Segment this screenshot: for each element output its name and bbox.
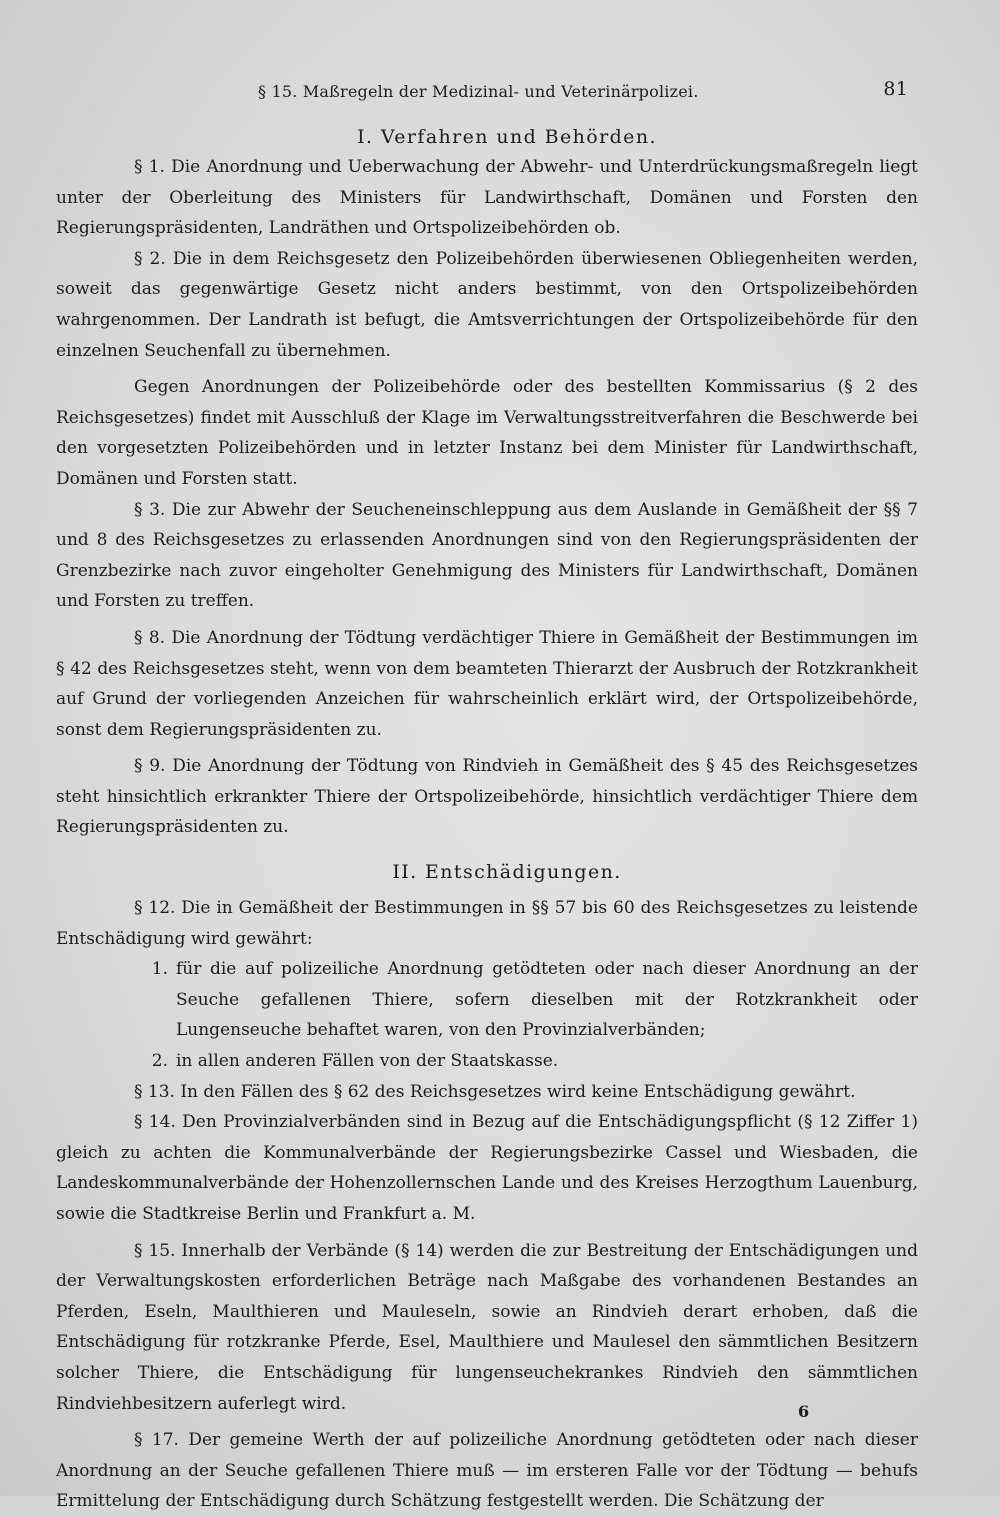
paragraph-s12: § 12. Die in Gemäßheit der Bestimmungen in §§ 57 bis 60 des Reichsgesetzes zu leistende Entschädigung wird gewährt: xyxy=(56,898,918,949)
list-item-number: 2. xyxy=(151,1051,168,1072)
section-heading-2: II. Entschädigungen. xyxy=(392,861,622,884)
paragraph-s15: § 15. Innerhalb der Verbände (§ 14) werden die zur Bestreitung der Entschädigungen und der Verwaltungskosten erforderlichen Beträge nach Maßgabe des vorhandenen Bestandes an Pferden, Eseln, Maulthieren und Mauleseln, sowie an Rindvieh derart erhoben, daß die Entschädigung für rotzkranke Pferde, Esel, Maulthiere und Maulesel den sämmtlichen Besitzern solcher Thiere, die Entschädigung für lungenseuchekrankes Rindvieh den sämmtlichen Rindviehbesitzern auferlegt wird. xyxy=(56,1240,918,1414)
page-number: 81 xyxy=(883,78,908,100)
paragraph-s1: § 1. Die Anordnung und Ueberwachung der Abwehr- und Unterdrückungsmaßregeln liegt unter der Oberleitung des Ministers für Landwirthschaft, Domänen und Forsten den Regierungspräsidenten, Landräthen und Ortspolizeibehörden ob. xyxy=(56,157,918,239)
list-item-text: für die auf polizeiliche Anordnung getödteten oder nach dieser Anordnung an der Seuche gefallenen Thiere, sofern dieselben mit der Rotzkrankheit oder Lungenseuche behaftet waren, von den Provinzialverbänden; xyxy=(176,959,918,1041)
list-item xyxy=(56,954,918,1046)
section-heading-1: I. Verfahren und Behörden. xyxy=(357,126,657,148)
paragraph-s2: § 2. Die in dem Reichsgesetz den Polizeibehörden überwiesenen Obliegenheiten werden, soweit das gegenwärtige Gesetz nicht anders bestimmt, von den Ortspolizeibehörden wahrgenommen. Der Landrath ist befugt, die Amtsverrichtungen der Ortspolizeibehörde für den einzelnen Seuchenfall zu übernehmen. xyxy=(56,248,918,361)
paragraph-s13: § 13. In den Fällen des § 62 des Reichsgesetzes wird keine Entschädigung gewährt. xyxy=(134,1081,856,1102)
list-item-text: in allen anderen Fällen von der Staatskasse. xyxy=(176,1051,559,1072)
paragraph-s14: § 14. Den Provinzialverbänden sind in Bezug auf die Entschädigungspflicht (§ 12 Ziffer 1) gleich zu achten die Kommunalverbände der Regierungsbezirke Cassel und Wiesbaden, die Landeskommunalverbände der Hohenzollernschen Lande und des Kreises Herzogthum Lauenburg, sowie die Stadtkreise Berlin und Frankfurt a. M. xyxy=(56,1112,918,1224)
page-body xyxy=(56,122,918,1517)
paragraph-objection: Gegen Anordnungen der Polizeibehörde oder des bestellten Kommissarius (§ 2 des Reichsgesetzes) findet mit Ausschluß der Klage im Verwaltungsstreitverfahren die Beschwerde bei den vorgesetzten Polizeibehörden und in letzter Instanz bei dem Minister für Landwirthschaft, Domänen und Forsten statt. xyxy=(56,377,918,489)
running-title: § 15. Maßregeln der Medizinal- und Veterinärpolizei. xyxy=(258,82,699,101)
list-item-number: 1. xyxy=(151,959,168,980)
page-header xyxy=(258,78,908,108)
signature-mark: 6 xyxy=(798,1402,810,1421)
paragraph-s9: § 9. Die Anordnung der Tödtung von Rindvieh in Gemäßheit des § 45 des Reichsgesetzes steht hinsichtlich erkrankter Thiere der Ortspolizeibehörde, hinsichtlich verdächtiger Thiere dem Regierungspräsidenten zu. xyxy=(56,756,918,838)
paragraph-s17: § 17. Der gemeine Werth der auf polizeiliche Anordnung getödteten oder nach dieser Anordnung an der Seuche gefallenen Thiere muß — im ersteren Falle vor der Tödtung — behufs Ermittelung der Entschädigung durch Schätzung festgestellt werden. Die Schätzung der xyxy=(56,1430,918,1512)
list-item xyxy=(56,1046,918,1077)
paragraph-s8: § 8. Die Anordnung der Tödtung verdächtiger Thiere in Gemäßheit der Bestimmungen im § 42 des Reichsgesetzes steht, wenn von dem beamteten Thierarzt der Ausbruch der Rotzkrankheit auf Grund der vorliegenden Anzeichen für wahrscheinlich erklärt wird, der Ortspolizeibehörde, sonst dem Regierungspräsidenten zu. xyxy=(56,627,918,740)
paragraph-s3: § 3. Die zur Abwehr der Seucheneinschleppung aus dem Auslande in Gemäßheit der §§ 7 und 8 des Reichsgesetzes zu erlassenden Anordnungen sind von den Regierungspräsidenten der Grenzbezirke nach zuvor eingeholter Genehmigung des Ministers für Landwirthschaft, Domänen und Forsten zu treffen. xyxy=(56,499,918,612)
